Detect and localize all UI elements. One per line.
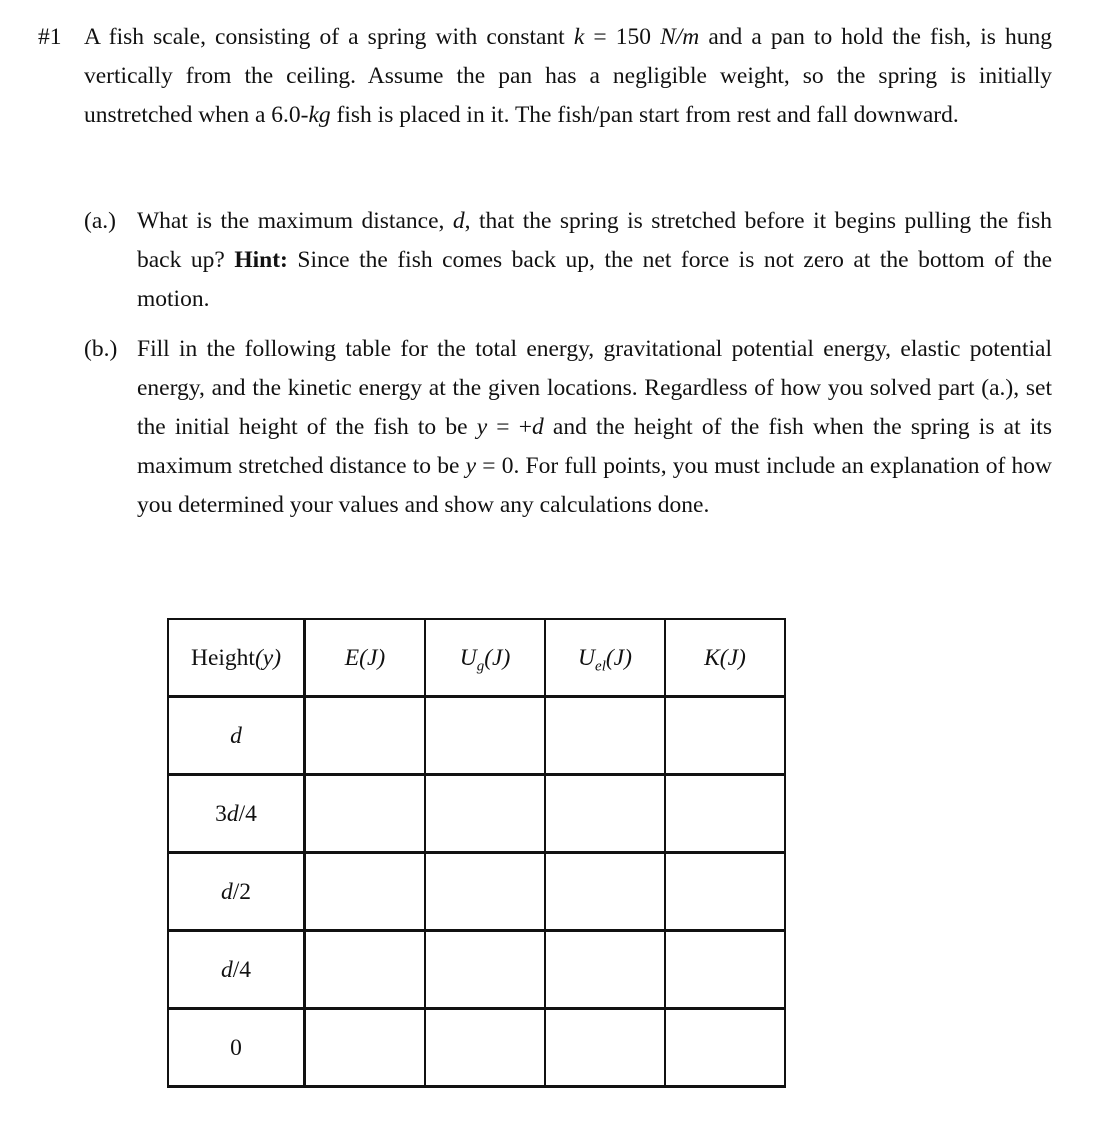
- part-a-text: [84, 202, 1052, 319]
- gravitational-energy-symbol: U: [459, 644, 477, 671]
- height-variable: d: [220, 956, 233, 983]
- elastic-energy-subscript: el: [595, 658, 606, 675]
- part-a-text-1: What is the maximum distance,: [137, 208, 453, 234]
- height-variable: d: [230, 722, 242, 749]
- part-a-text-3: Since the fish comes back up, the net force is not zero at the bottom of the motion.: [137, 247, 1052, 312]
- gravitational-energy-cell[interactable]: [425, 1009, 545, 1087]
- total-energy-unit: (J): [359, 644, 386, 671]
- elastic-energy-unit: (J): [605, 644, 632, 671]
- problem-number: #1: [38, 24, 62, 50]
- total-energy-cell[interactable]: [305, 931, 426, 1009]
- table-row: [168, 697, 785, 775]
- problem-text: [38, 18, 1052, 135]
- gravitational-energy-cell[interactable]: [425, 775, 545, 853]
- equals-zero: = 0: [476, 453, 514, 479]
- height-cell: [168, 697, 305, 775]
- problem-text-2: and a pan to hold the fish, is hung vertically from the ceiling. Assume the pan has a negligible weight, so the spring is initially unstretched when a 6.0-: [84, 24, 1052, 128]
- table-row: [168, 931, 785, 1009]
- part-b-text-1: Fill in the following table for the total energy, gravitational potential energy, elastic potential energy, and the kinetic energy at the given locations. Regardless of how you solved part (a.), set the initial height of the fish to be: [137, 336, 1052, 440]
- table-row: [168, 853, 785, 931]
- height-denominator: /2: [232, 878, 252, 905]
- height-header-var: (y): [254, 644, 282, 671]
- height-cell: [168, 1009, 305, 1087]
- total-energy-cell[interactable]: [305, 697, 426, 775]
- elastic-energy-cell[interactable]: [545, 931, 665, 1009]
- spring-constant-value: 150: [615, 24, 661, 50]
- total-energy-cell[interactable]: [305, 775, 426, 853]
- part-a-text-2: , that the spring is stretched before it begins pulling the fish back up?: [137, 208, 1052, 273]
- spring-constant-unit: N/m: [660, 24, 700, 50]
- height-header: [168, 619, 305, 697]
- height-header-text: Height: [190, 644, 255, 671]
- equals-plus: = +: [487, 414, 532, 440]
- kinetic-energy-cell[interactable]: [665, 931, 785, 1009]
- height-coefficient: 3: [215, 800, 227, 827]
- total-energy-cell[interactable]: [305, 853, 426, 931]
- total-energy-header: [305, 619, 426, 697]
- elastic-energy-cell[interactable]: [545, 853, 665, 931]
- height-variable: d: [226, 800, 239, 827]
- height-denominator: /4: [238, 800, 257, 827]
- table-row: [168, 1009, 785, 1087]
- gravitational-energy-header: [425, 619, 545, 697]
- height-cell: [168, 853, 305, 931]
- part-b-text: [84, 330, 1052, 525]
- elastic-energy-cell[interactable]: [545, 1009, 665, 1087]
- total-energy-symbol: E: [344, 644, 360, 671]
- elastic-energy-cell[interactable]: [545, 775, 665, 853]
- height-coefficient: 0: [230, 1034, 242, 1061]
- total-energy-cell[interactable]: [305, 1009, 426, 1087]
- gravitational-energy-subscript: g: [476, 658, 485, 675]
- elastic-energy-cell[interactable]: [545, 697, 665, 775]
- y-symbol-2: y: [465, 453, 477, 479]
- y-symbol-1: y: [476, 414, 488, 440]
- kinetic-energy-header: [665, 619, 785, 697]
- height-variable: d: [220, 878, 233, 905]
- elastic-energy-header: [545, 619, 665, 697]
- spring-constant-symbol: k: [573, 24, 585, 50]
- kinetic-energy-cell[interactable]: [665, 775, 785, 853]
- d-symbol-1: d: [532, 414, 544, 440]
- table-header-row: [168, 619, 785, 697]
- part-b: [84, 330, 1052, 525]
- height-denominator: /4: [232, 956, 252, 983]
- problem-text-1: A fish scale, consisting of a spring with constant: [84, 24, 574, 50]
- energy-table: [167, 618, 786, 1088]
- hint-label: Hint:: [234, 247, 288, 273]
- part-b-text-2: and the height of the fish when the spring is at its maximum stretched distance to be: [137, 414, 1052, 479]
- kinetic-energy-cell[interactable]: [665, 1009, 785, 1087]
- gravitational-energy-unit: (J): [484, 644, 511, 671]
- problem-statement: [38, 18, 1052, 135]
- equals-sign: =: [584, 24, 616, 50]
- gravitational-energy-cell[interactable]: [425, 931, 545, 1009]
- kinetic-energy-unit: (J): [719, 644, 746, 671]
- height-cell: [168, 775, 305, 853]
- part-a: [84, 202, 1052, 319]
- part-b-label: (b.): [84, 336, 118, 362]
- kinetic-energy-cell[interactable]: [665, 853, 785, 931]
- part-a-label: (a.): [84, 208, 116, 234]
- table-row: [168, 775, 785, 853]
- problem-text-3: fish is placed in it. The fish/pan start from rest and fall downward.: [330, 102, 959, 128]
- distance-symbol: d: [452, 208, 465, 234]
- kinetic-energy-cell[interactable]: [665, 697, 785, 775]
- height-cell: [168, 931, 305, 1009]
- part-b-text-3: . For full points, you must include an explanation of how you determined your values and show any calculations done.: [137, 453, 1052, 518]
- gravitational-energy-cell[interactable]: [425, 697, 545, 775]
- elastic-energy-symbol: U: [578, 644, 596, 671]
- gravitational-energy-cell[interactable]: [425, 853, 545, 931]
- mass-unit: kg: [308, 102, 331, 128]
- kinetic-energy-symbol: K: [704, 644, 720, 671]
